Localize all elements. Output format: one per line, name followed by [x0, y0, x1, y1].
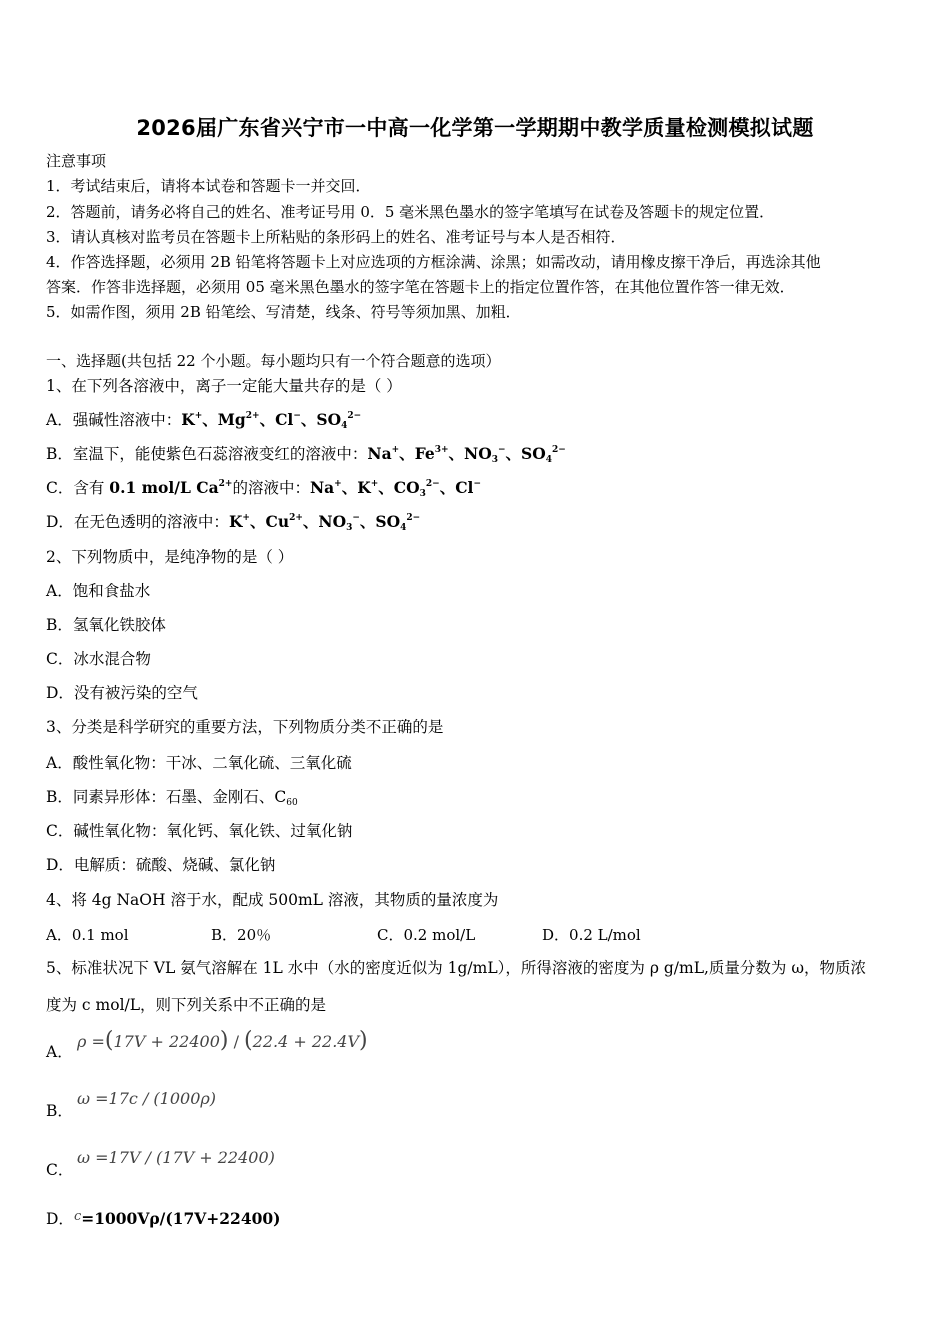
option-label: C．含有: [46, 479, 110, 497]
q1-option-d: D．在无色透明的溶液中：K+、$Cu^{2+}$、$NO_3^-$、$SO_4^{2-}$: [46, 512, 421, 533]
q2-option-d: D．没有被污染的空气: [46, 684, 198, 702]
notice-item-4: 4．作答选择题，必须用 2B 铅笔将答题卡上对应选项的方框涂满、涂黑；如需改动，请用橡皮擦干净后，再选涂其他: [46, 253, 821, 271]
q5-stem-line1: 5、标准状况下 VL 氨气溶解在 1L 水中（水的密度近似为 1g/mL），所得溶液的密度为 ρ g/mL,质量分数为 ω，物质浓: [46, 959, 866, 977]
q5-formula-b: ω =17c / (1000ρ): [77, 1089, 217, 1108]
q3-option-d: D．电解质：硫酸、烧碱、氯化钠: [46, 856, 276, 874]
q1-stem: 1、在下列各溶液中，离子一定能大量共存的是（ ）: [46, 377, 402, 395]
q5-formula-a: ρ =(17V + 22400) / (22.4 + 22.4V): [77, 1028, 368, 1053]
notice-heading: 注意事项: [46, 152, 107, 170]
section-heading: 一、选择题(共包括 22 个小题。每小题均只有一个符合题意的选项）: [46, 352, 501, 370]
q3-option-a: A．酸性氧化物：干冰、二氧化硫、三氧化硫: [46, 754, 352, 772]
q5-stem-line2: 度为 c mol/L，则下列关系中不正确的是: [46, 996, 327, 1014]
notice-item-2: 2．答题前，请务必将自己的姓名、准考证号用 0．5 毫米黑色墨水的签字笔填写在试卷及答题卡的规定位置．: [46, 203, 775, 221]
q4-stem: 4、将 4g NaOH 溶于水，配成 500mL 溶液，其物质的量浓度为: [46, 891, 499, 909]
q4-option-d: D．0.2 L/mol: [542, 926, 641, 944]
q1-option-b: B．室温下，能使紫色石蕊溶液变红的溶液中：Na+、$Fe^{3+}$、$NO_3^-$、$SO_4^{2-}$: [46, 444, 566, 465]
q3-stem: 3、分类是科学研究的重要方法，下列物质分类不正确的是: [46, 718, 444, 736]
q1-option-c: C．含有 0.1 mol/L $Ca^{2+}$的溶液中：Na+、K+、$CO_3^{2-}$、Cl−: [46, 478, 481, 499]
q5-option-c-label: C．: [46, 1161, 74, 1179]
q3-option-c: C．碱性氧化物：氧化钙、氧化铁、过氧化钠: [46, 822, 353, 840]
notice-item-5: 5．如需作图，须用 2B 铅笔绘、写清楚，线条、符号等须加黑、加粗．: [46, 303, 521, 321]
q5-option-a-label: A．: [46, 1043, 73, 1061]
option-label: A．强碱性溶液中：: [46, 411, 182, 429]
q2-option-c: C．冰水混合物: [46, 650, 151, 668]
q4-option-a: A．0.1 mol: [46, 926, 129, 944]
q2-option-a: A．饱和食盐水: [46, 582, 151, 600]
q5-option-d: D．$^c$=1000Vρ/(17V+22400): [46, 1209, 281, 1228]
q5-option-b-label: B．: [46, 1102, 73, 1120]
page-title: 2026届广东省兴宁市一中高一化学第一学期期中教学质量检测模拟试题: [136, 116, 814, 140]
q4-option-b: B．20％: [211, 926, 272, 944]
q4-option-c: C．0.2 mol/L: [377, 926, 476, 944]
option-label: D．在无色透明的溶液中：: [46, 513, 229, 531]
notice-item-3: 3．请认真核对监考员在答题卡上所粘贴的条形码上的姓名、准考证号与本人是否相符．: [46, 228, 626, 246]
q1-option-a: A．强碱性溶液中：K+、$Mg^{2+}$、Cl−、$SO_4^{2-}$: [46, 410, 362, 431]
q2-stem: 2、下列物质中，是纯净物的是（ ）: [46, 548, 294, 566]
q2-option-b: B．氢氧化铁胶体: [46, 616, 166, 634]
notice-item-4-cont: 答案．作答非选择题，必须用 05 毫米黑色墨水的签字笔在答题卡上的指定位置作答，在其他位置作答一律无效．: [46, 278, 795, 296]
q4-options-row: [46, 924, 746, 944]
notice-item-1: 1．考试结束后，请将本试卷和答题卡一并交回．: [46, 177, 371, 195]
q5-formula-c: ω =17V / (17V + 22400): [77, 1148, 275, 1167]
option-label: B．室温下，能使紫色石蕊溶液变红的溶液中：: [46, 445, 368, 463]
q3-option-b: B．同素异形体：石墨、金刚石、$C_{60}$: [46, 788, 298, 808]
